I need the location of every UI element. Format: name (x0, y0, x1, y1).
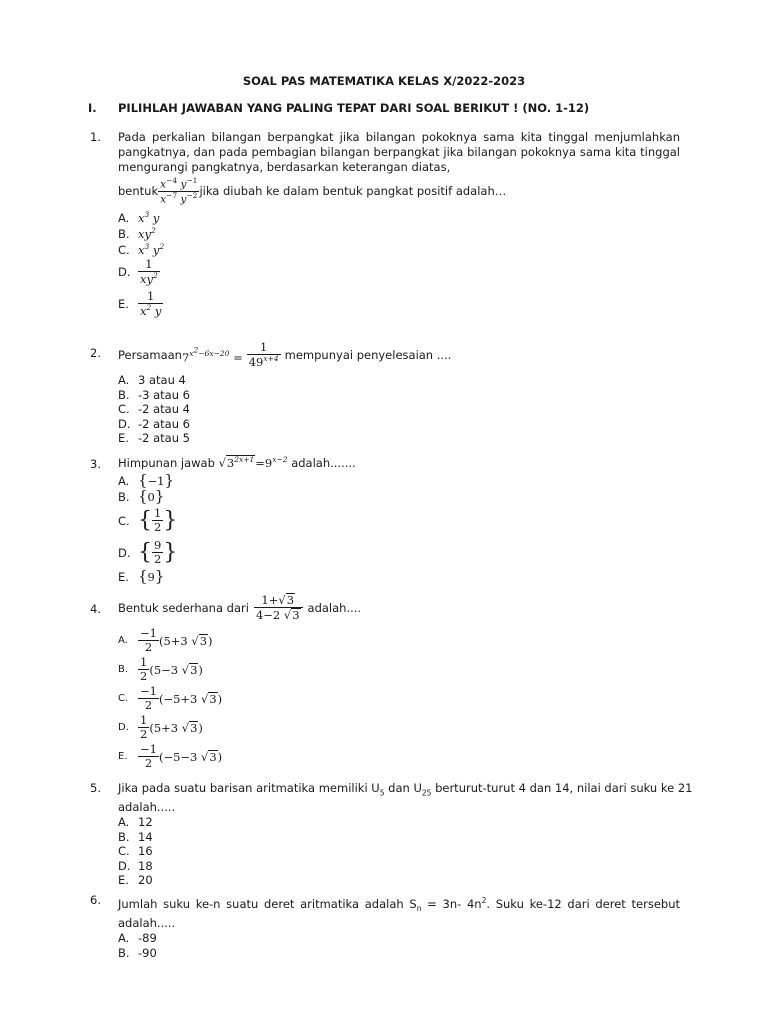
answer-options (118, 373, 680, 446)
question-expression-line (118, 177, 680, 205)
option-b[interactable]: B. -90 (118, 945, 157, 960)
option-math: $\frac{1}{xy^2}$ (140, 256, 158, 287)
option-d[interactable]: D. -2 atau 6 (118, 416, 190, 431)
equation: $√3^{2x+1}=9^{x-2}$ (218, 455, 288, 470)
option-c[interactable]: C. $x^3$ $y^2$ (118, 242, 165, 257)
option-a[interactable]: A. {−1} (118, 470, 175, 489)
option-d[interactable]: D. $\frac{1}{2}$ (5+3 √3) (118, 713, 203, 742)
option-b[interactable]: B. $xy^2$ (118, 226, 156, 241)
option-math: $x^3$ $y^2$ (138, 242, 165, 257)
question-suffix: adalah....... (291, 455, 356, 470)
answer-options (118, 208, 680, 320)
question-suffix: adalah.... (307, 600, 362, 615)
question-4 (90, 593, 680, 771)
option-d[interactable]: D. { $\frac{9}{2}$ } (118, 538, 178, 567)
option-d[interactable]: D. 18 (118, 858, 153, 873)
question-text-line: mengurangi pangkatnya, berdasarkan keterangan diatas, (118, 160, 451, 174)
answer-options (118, 815, 680, 888)
expression-fraction: $\frac{x^{-4} y^{-1}}{x^{-7} y^{-2}}$ (160, 176, 198, 206)
option-c[interactable]: C. 16 (118, 844, 153, 859)
question-5 (90, 781, 693, 888)
option-c[interactable]: C. { $\frac{1}{2}$ } (118, 506, 178, 535)
option-d[interactable]: D. $\frac{1}{xy^2}$ (118, 256, 158, 287)
question-prefix: Bentuk sederhana dari (118, 600, 249, 615)
answer-options (118, 931, 680, 960)
question-text-line: Jumlah suku ke-n suatu deret aritmatika adalah $S_n = 3n-$ $4n^2$. Suku ke-12 dari deret tersebut (118, 896, 680, 914)
option-c[interactable]: C. $\frac{-1}{2}$ (−5+3 √3) (118, 684, 223, 713)
question-text-line: pangkatnya, dan pada pembagian bilangan berpangkat jika bilangan pokoknya sama kita tinggal (118, 145, 680, 159)
section-title: PILIHLAH JAWABAN YANG PALING TEPAT DARI SOAL BERIKUT ! (NO. 1-12) (118, 101, 590, 115)
expression-fraction: $\frac{1+√3}{4-2 √3}$ (254, 593, 303, 622)
option-math: $x^3$ y (138, 210, 160, 225)
option-a[interactable]: A. $x^3$ y (118, 210, 160, 225)
question-number: 6. (90, 893, 101, 907)
option-b[interactable]: B. 14 (118, 829, 153, 844)
option-math: $\frac{1}{x^2 y}$ (140, 288, 162, 319)
question-suffix: mempunyai penyelesaian .... (284, 348, 452, 363)
question-text-line: adalah..... (118, 800, 176, 815)
question-number: 3. (90, 457, 101, 471)
question-prefix: Himpunan jawab (118, 455, 215, 470)
section-number: I. (88, 101, 97, 115)
option-c[interactable]: C. -2 atau 4 (118, 402, 190, 417)
question-text-line: Jika pada suatu barisan aritmatika memiliki $U_5$ dan $U_{25}$ berturut-turut 4 dan 14, nilai dari suku ke 21 (118, 781, 693, 798)
question-3 (90, 455, 680, 585)
question-prefix: bentuk (118, 183, 159, 198)
answer-options (118, 626, 680, 771)
question-6 (90, 893, 680, 960)
equation-lhs: $7^{x^2-6x-20}$ = (181, 345, 243, 365)
question-number: 4. (90, 602, 101, 616)
question-prefix: Persamaan (118, 348, 182, 363)
question-number: 1. (90, 130, 101, 144)
option-e[interactable]: E. {9} (118, 566, 165, 585)
equation-rhs: $\frac{1}{49^{x+4}}$ (248, 340, 279, 370)
option-a[interactable]: A. 12 (118, 815, 153, 830)
option-a[interactable]: A. -89 (118, 931, 157, 946)
option-math: $xy^2$ (138, 226, 156, 241)
question-text-line: adalah..... (118, 916, 176, 931)
option-b[interactable]: B. -3 atau 6 (118, 387, 190, 402)
page-title: SOAL PAS MATEMATIKA KELAS X/2022-2023 (242, 74, 526, 88)
option-b[interactable]: B. $\frac{1}{2}$ (5−3 √3) (118, 655, 203, 684)
option-e[interactable]: E. $\frac{1}{x^2 y}$ (118, 288, 162, 319)
question-text-line: Pada perkalian bilangan berpangkat jika bilangan pokoknya sama kita tinggal menjumlahkan (118, 130, 680, 144)
option-e[interactable]: E. $\frac{-1}{2}$ (−5−3 √3) (118, 742, 223, 771)
question-suffix: jika diubah ke dalam bentuk pangkat positif adalah… (199, 183, 507, 198)
question-number: 2. (90, 346, 101, 360)
option-b[interactable]: B. {0} (118, 486, 165, 505)
answer-options (118, 470, 680, 585)
question-number: 5. (90, 781, 101, 795)
option-a[interactable]: A. 3 atau 4 (118, 373, 186, 388)
option-a[interactable]: A. $\frac{-1}{2}$ (5+3 √3) (118, 626, 213, 655)
option-e[interactable]: E. 20 (118, 873, 153, 888)
option-e[interactable]: E. -2 atau 5 (118, 431, 190, 446)
section-heading (88, 101, 589, 115)
question-1 (90, 130, 680, 320)
question-2 (90, 341, 680, 446)
